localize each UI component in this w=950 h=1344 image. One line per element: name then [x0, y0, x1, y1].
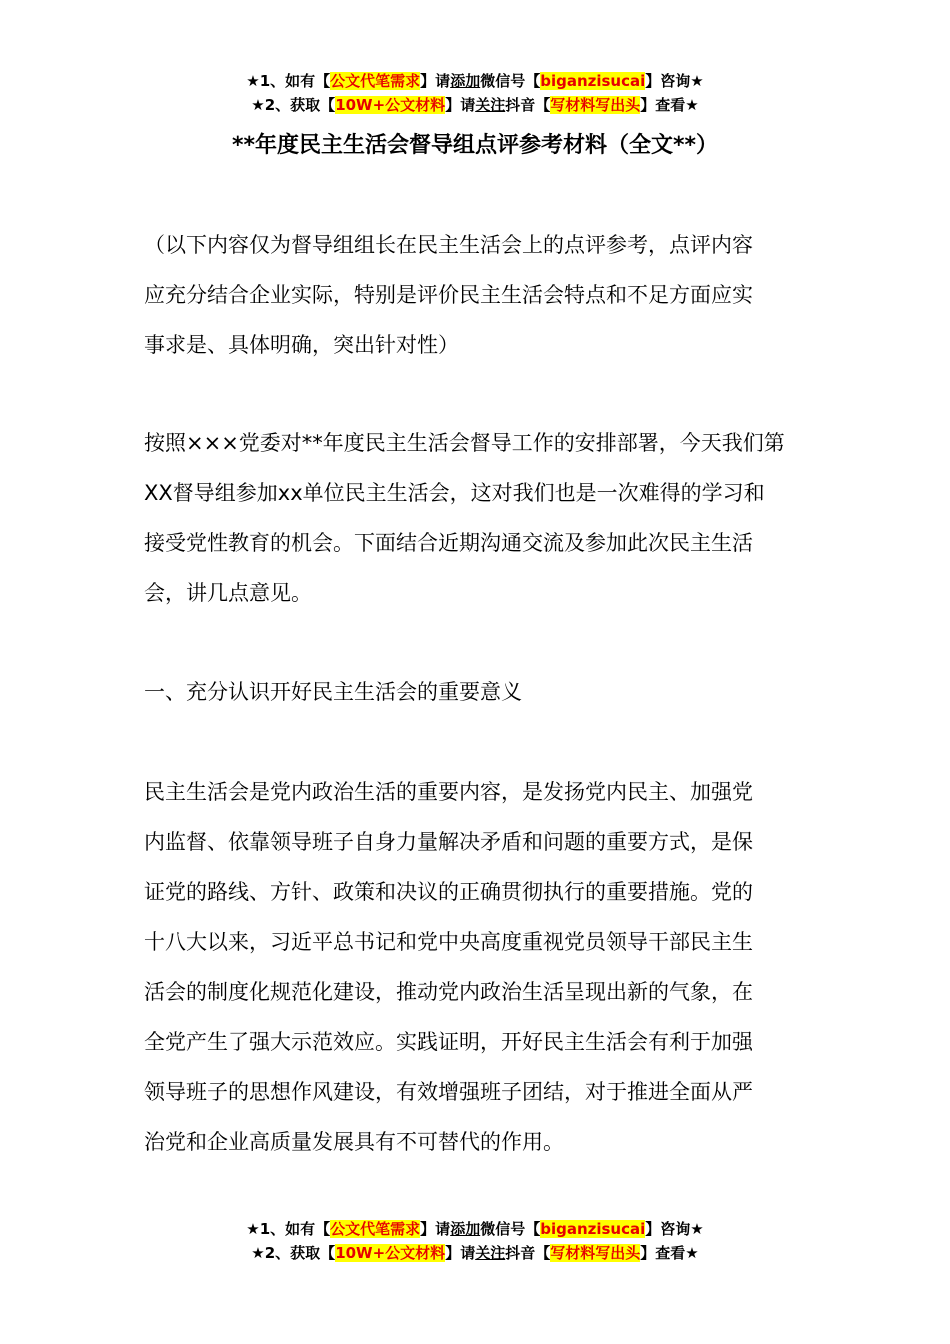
footer-ad: [0, 1217, 950, 1265]
footer-ad-line-2-text: 】请: [445, 1244, 476, 1262]
paragraph-line: 接受党性教育的机会。下面结合近期沟通交流及参加此次民主生活: [144, 531, 753, 555]
footer-ad-line-1-highlight-wechat: biganzisucai: [540, 1220, 646, 1238]
footer-ad-line-1-underlined: 添加: [450, 1220, 481, 1238]
header-ad: [0, 69, 950, 117]
paragraph-line: 会，讲几点意见。: [144, 581, 312, 605]
paragraph-line: 活会的制度化规范化建设，推动党内政治生活呈现出新的气象，在: [144, 980, 753, 1004]
star-icon: ★: [246, 72, 260, 90]
header-ad-line-2-prefix: 2、获取【: [264, 96, 336, 114]
header-ad-line-2-text: 】请: [445, 96, 476, 114]
footer-ad-line-2: [0, 1241, 950, 1265]
paragraph-line: 全党产生了强大示范效应。实践证明，开好民主生活会有利于加强: [144, 1030, 753, 1054]
section-1-paragraph: [144, 767, 808, 1167]
paragraph-line: 内监督、依靠领导班子自身力量解决矛盾和问题的重要方式，是保: [144, 830, 753, 854]
opening-paragraph: [144, 418, 808, 618]
footer-ad-line-1-text: 】请: [420, 1220, 451, 1238]
paragraph-line: XX督导组参加xx单位民主生活会，这对我们也是一次难得的学习和: [144, 481, 765, 505]
footer-ad-line-1-prefix: 1、如有【: [259, 1220, 331, 1238]
footer-ad-line-1-text-2: 微信号【: [480, 1220, 541, 1238]
header-ad-line-2-highlight-materials: 10W+公文材料: [335, 96, 446, 114]
header-ad-line-1-text: 】请: [420, 72, 451, 90]
section-heading-1: [144, 667, 808, 717]
paragraph-line: 治党和企业高质量发展具有不可替代的作用。: [144, 1130, 564, 1154]
paragraph-line: 民主生活会是党内政治生活的重要内容，是发扬党内民主、加强党: [144, 780, 753, 804]
header-ad-line-2: [0, 93, 950, 117]
footer-ad-line-2-highlight-materials: 10W+公文材料: [335, 1244, 446, 1262]
header-ad-line-1-highlight-service: 公文代笔需求: [330, 72, 421, 90]
footer-ad-line-2-highlight-douyin: 写材料写出头: [550, 1244, 641, 1262]
paragraph-line: 事求是、具体明确，突出针对性）: [144, 333, 459, 357]
footer-ad-line-1-suffix: 】咨询★: [645, 1220, 704, 1238]
header-ad-line-2-highlight-douyin: 写材料写出头: [550, 96, 641, 114]
footer-ad-line-1: [0, 1217, 950, 1241]
document-title: **年度民主生活会督导组点评参考材料（全文**）: [231, 133, 719, 158]
header-ad-line-2-suffix: 】查看★: [640, 96, 699, 114]
header-ad-line-1-prefix: 1、如有【: [259, 72, 331, 90]
header-ad-line-2-text-2: 抖音【: [505, 96, 551, 114]
header-ad-line-1: [0, 69, 950, 93]
header-ad-line-1-highlight-wechat: biganzisucai: [540, 72, 646, 90]
section-heading-text: 一、充分认识开好民主生活会的重要意义: [144, 680, 522, 704]
header-ad-line-1-underlined: 添加: [450, 72, 481, 90]
header-ad-line-1-text-2: 微信号【: [480, 72, 541, 90]
star-icon: ★: [251, 1244, 265, 1262]
paragraph-line: （以下内容仅为督导组组长在民主生活会上的点评参考，点评内容: [144, 233, 753, 257]
footer-ad-line-2-text-2: 抖音【: [505, 1244, 551, 1262]
paragraph-line: 按照×××党委对**年度民主生活会督导工作的安排部署，今天我们第: [144, 431, 785, 455]
footer-ad-line-1-highlight-service: 公文代笔需求: [330, 1220, 421, 1238]
paragraph-line: 领导班子的思想作风建设，有效增强班子团结，对于推进全面从严: [144, 1080, 753, 1104]
header-ad-line-1-suffix: 】咨询★: [645, 72, 704, 90]
paragraph-line: 证党的路线、方针、政策和决议的正确贯彻执行的重要措施。党的: [144, 880, 753, 904]
footer-ad-line-2-underlined: 关注: [475, 1244, 506, 1262]
header-ad-line-2-underlined: 关注: [475, 96, 506, 114]
intro-note-paragraph: [144, 220, 808, 370]
star-icon: ★: [251, 96, 265, 114]
paragraph-line: 十八大以来，习近平总书记和党中央高度重视党员领导干部民主生: [144, 930, 753, 954]
paragraph-line: 应充分结合企业实际，特别是评价民主生活会特点和不足方面应实: [144, 283, 753, 307]
footer-ad-line-2-prefix: 2、获取【: [264, 1244, 336, 1262]
footer-ad-line-2-suffix: 】查看★: [640, 1244, 699, 1262]
star-icon: ★: [246, 1220, 260, 1238]
